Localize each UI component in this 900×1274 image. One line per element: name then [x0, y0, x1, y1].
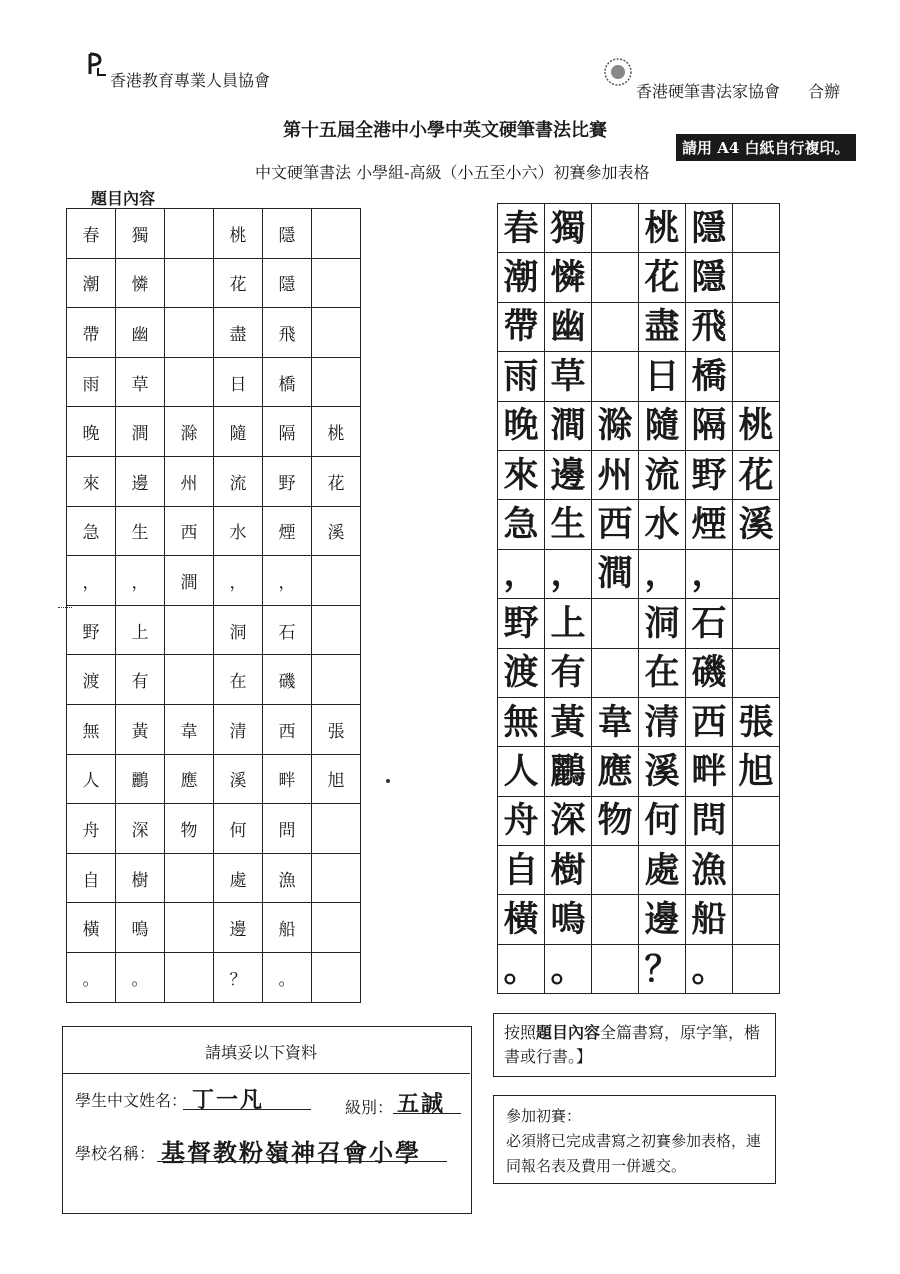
- writing-cell: 飛: [686, 302, 733, 351]
- association-logo: [86, 52, 108, 82]
- topic-cell: 桃: [214, 209, 263, 259]
- topic-cell: 橫: [67, 903, 116, 953]
- writing-cell: ，: [498, 549, 545, 598]
- writing-row: [498, 401, 780, 450]
- topic-row: [67, 853, 361, 903]
- topic-cell: 水: [214, 506, 263, 556]
- writing-cell: [592, 895, 639, 944]
- topic-cell: 船: [263, 903, 312, 953]
- topic-row: [67, 407, 361, 457]
- writing-cell: 清: [639, 697, 686, 746]
- writing-cell: [733, 796, 780, 845]
- topic-cell: ，: [214, 556, 263, 606]
- topic-row: [67, 655, 361, 705]
- topic-cell: 澗: [165, 556, 214, 606]
- writing-cell: 應: [592, 747, 639, 796]
- writing-cell: 問: [686, 796, 733, 845]
- topic-cell: 在: [214, 655, 263, 705]
- writing-cell: 漁: [686, 846, 733, 895]
- instruction-prefix: 按照: [504, 1023, 537, 1042]
- topic-cell: [165, 903, 214, 953]
- topic-cell: ，: [116, 556, 165, 606]
- class-label: 級別：: [345, 1098, 394, 1117]
- topic-cell: ？: [214, 952, 263, 1002]
- topic-cell: [165, 605, 214, 655]
- topic-cell: 樹: [116, 853, 165, 903]
- writing-cell: 在: [639, 648, 686, 697]
- writing-cell: 深: [545, 796, 592, 845]
- topic-cell: 溪: [312, 506, 361, 556]
- topic-cell: 花: [214, 258, 263, 308]
- writing-cell: [592, 648, 639, 697]
- org-left: 香港教育專業人員協會: [110, 71, 271, 90]
- writing-row: [498, 846, 780, 895]
- writing-cell: 州: [592, 450, 639, 499]
- writing-row: [498, 204, 780, 253]
- writing-cell: 溪: [733, 500, 780, 549]
- topic-cell: [165, 853, 214, 903]
- writing-row: [498, 895, 780, 944]
- writing-cell: 盡: [639, 302, 686, 351]
- topic-cell: 自: [67, 853, 116, 903]
- writing-cell: [733, 895, 780, 944]
- submission-text: 必須將已完成書寫之初賽參加表格，連同報名表及費用一併遞交。: [506, 1132, 762, 1175]
- writing-cell: 澗: [545, 401, 592, 450]
- school-value[interactable]: 基督教粉嶺神召會小學: [161, 1138, 421, 1167]
- topic-cell: ，: [263, 556, 312, 606]
- topic-cell: 隱: [263, 258, 312, 308]
- writing-cell: 憐: [545, 253, 592, 302]
- association-seal-icon: [602, 56, 634, 92]
- writing-cell: 桃: [733, 401, 780, 450]
- writing-cell: 水: [639, 500, 686, 549]
- writing-row: [498, 450, 780, 499]
- topic-cell: 畔: [263, 754, 312, 804]
- writing-cell: 處: [639, 846, 686, 895]
- topic-cell: 邊: [214, 903, 263, 953]
- writing-cell: 晚: [498, 401, 545, 450]
- topic-cell: 盡: [214, 308, 263, 358]
- topic-cell: [312, 903, 361, 953]
- topic-row: [67, 209, 361, 259]
- writing-cell: 何: [639, 796, 686, 845]
- writing-cell: [733, 549, 780, 598]
- writing-cell: ，: [686, 549, 733, 598]
- topic-cell: 雨: [67, 357, 116, 407]
- topic-cell: 上: [116, 605, 165, 655]
- topic-cell: 渡: [67, 655, 116, 705]
- writing-cell: 澗: [592, 549, 639, 598]
- writing-cell: 人: [498, 747, 545, 796]
- writing-cell: 韋: [592, 697, 639, 746]
- topic-row: [67, 903, 361, 953]
- topic-cell: 物: [165, 804, 214, 854]
- writing-cell: 獨: [545, 204, 592, 253]
- writing-cell: ？: [639, 944, 686, 993]
- name-value[interactable]: 丁一凡: [192, 1087, 265, 1113]
- writing-cell: 幽: [545, 302, 592, 351]
- writing-cell: [733, 204, 780, 253]
- writing-cell: 。: [545, 944, 592, 993]
- instruction-box: [493, 1013, 776, 1077]
- topic-cell: 隔: [263, 407, 312, 457]
- topic-row: [67, 456, 361, 506]
- topic-cell: 人: [67, 754, 116, 804]
- writing-cell: 畔: [686, 747, 733, 796]
- co-organize: 合辦: [808, 82, 841, 101]
- writing-row: [498, 599, 780, 648]
- writing-cell: [733, 352, 780, 401]
- topic-row: [67, 754, 361, 804]
- topic-cell: 生: [116, 506, 165, 556]
- topic-row: [67, 308, 361, 358]
- writing-cell: 自: [498, 846, 545, 895]
- writing-row: [498, 302, 780, 351]
- writing-cell: 雨: [498, 352, 545, 401]
- writing-grid: [497, 203, 780, 994]
- topic-cell: [165, 952, 214, 1002]
- topic-cell: 憐: [116, 258, 165, 308]
- writing-cell: 鳴: [545, 895, 592, 944]
- topic-cell: [165, 655, 214, 705]
- topic-cell: 清: [214, 704, 263, 754]
- topic-cell: 來: [67, 456, 116, 506]
- writing-cell: 船: [686, 895, 733, 944]
- writing-cell: 花: [639, 253, 686, 302]
- topic-cell: ，: [67, 556, 116, 606]
- topic-row: [67, 556, 361, 606]
- topic-cell: [312, 655, 361, 705]
- writing-row: [498, 253, 780, 302]
- topic-cell: 黃: [116, 704, 165, 754]
- page-title: 第十五屆全港中小學中英文硬筆書法比賽: [283, 120, 607, 141]
- writing-cell: 草: [545, 352, 592, 401]
- writing-cell: [592, 302, 639, 351]
- topic-cell: 張: [312, 704, 361, 754]
- topic-cell: 急: [67, 506, 116, 556]
- name-underline: [183, 1109, 311, 1110]
- form-heading: 請填妥以下資料: [205, 1043, 318, 1062]
- writing-cell: 滁: [592, 401, 639, 450]
- writing-cell: 渡: [498, 648, 545, 697]
- topic-cell: 幽: [116, 308, 165, 358]
- topic-cell: 日: [214, 357, 263, 407]
- topic-row: [67, 258, 361, 308]
- topic-row: [67, 605, 361, 655]
- topic-cell: 深: [116, 804, 165, 854]
- writing-cell: [592, 204, 639, 253]
- stray-dot: [386, 779, 390, 783]
- submission-box: [493, 1095, 776, 1184]
- topic-cell: 無: [67, 704, 116, 754]
- topic-cell: 旭: [312, 754, 361, 804]
- class-underline: [393, 1113, 461, 1114]
- topic-cell: 澗: [116, 407, 165, 457]
- topic-cell: 草: [116, 357, 165, 407]
- topic-cell: 應: [165, 754, 214, 804]
- topic-cell: 流: [214, 456, 263, 506]
- writing-cell: 張: [733, 697, 780, 746]
- topic-cell: 有: [116, 655, 165, 705]
- instruction-keyword: 題目內容: [536, 1023, 601, 1042]
- topic-cell: 野: [263, 456, 312, 506]
- writing-row: [498, 352, 780, 401]
- writing-cell: 隔: [686, 401, 733, 450]
- writing-cell: 橫: [498, 895, 545, 944]
- stray-mark: [58, 607, 72, 609]
- writing-row: [498, 500, 780, 549]
- writing-cell: [733, 648, 780, 697]
- writing-cell: ，: [639, 549, 686, 598]
- topic-label: 題目內容: [91, 189, 156, 208]
- writing-cell: 來: [498, 450, 545, 499]
- writing-cell: 桃: [639, 204, 686, 253]
- topic-cell: [165, 209, 214, 259]
- school-underline: [157, 1161, 447, 1162]
- writing-cell: [592, 352, 639, 401]
- topic-cell: 漁: [263, 853, 312, 903]
- writing-cell: 磯: [686, 648, 733, 697]
- writing-cell: 舟: [498, 796, 545, 845]
- writing-cell: [592, 599, 639, 648]
- topic-cell: 潮: [67, 258, 116, 308]
- topic-cell: 。: [263, 952, 312, 1002]
- topic-cell: 舟: [67, 804, 116, 854]
- topic-cell: 鸝: [116, 754, 165, 804]
- writing-cell: 隨: [639, 401, 686, 450]
- writing-cell: 橋: [686, 352, 733, 401]
- writing-cell: 潮: [498, 253, 545, 302]
- student-info-box: [62, 1026, 472, 1214]
- writing-cell: 石: [686, 599, 733, 648]
- topic-cell: 花: [312, 456, 361, 506]
- photocopy-notice: 請用 A4 白紙自行複印。: [676, 134, 856, 161]
- org-right: 香港硬筆書法家協會: [636, 82, 781, 101]
- topic-cell: 隱: [263, 209, 312, 259]
- topic-cell: [165, 357, 214, 407]
- writing-cell: 野: [498, 599, 545, 648]
- topic-cell: 處: [214, 853, 263, 903]
- writing-row: [498, 944, 780, 993]
- topic-cell: 西: [165, 506, 214, 556]
- topic-cell: 韋: [165, 704, 214, 754]
- writing-cell: [733, 944, 780, 993]
- writing-cell: 旭: [733, 747, 780, 796]
- topic-cell: [312, 804, 361, 854]
- writing-cell: 樹: [545, 846, 592, 895]
- topic-cell: 問: [263, 804, 312, 854]
- writing-cell: 急: [498, 500, 545, 549]
- writing-cell: [592, 846, 639, 895]
- topic-cell: 何: [214, 804, 263, 854]
- class-value[interactable]: 五誠: [397, 1091, 446, 1117]
- topic-cell: [312, 605, 361, 655]
- writing-cell: ，: [545, 549, 592, 598]
- topic-cell: 飛: [263, 308, 312, 358]
- writing-cell: 無: [498, 697, 545, 746]
- topic-cell: 西: [263, 704, 312, 754]
- writing-cell: 黃: [545, 697, 592, 746]
- name-label: 學生中文姓名：: [75, 1091, 188, 1110]
- writing-cell: 邊: [639, 895, 686, 944]
- form-divider: [63, 1073, 470, 1074]
- topic-cell: [312, 357, 361, 407]
- school-label: 學校名稱：: [75, 1144, 156, 1163]
- writing-cell: 生: [545, 500, 592, 549]
- topic-cell: 。: [67, 952, 116, 1002]
- writing-cell: 。: [498, 944, 545, 993]
- page-subtitle: 中文硬筆書法 小學組-高級（小五至小六）初賽參加表格: [255, 163, 650, 182]
- writing-cell: [733, 599, 780, 648]
- writing-cell: 西: [686, 697, 733, 746]
- topic-cell: [312, 308, 361, 358]
- topic-cell: 磯: [263, 655, 312, 705]
- writing-cell: 有: [545, 648, 592, 697]
- writing-cell: 溪: [639, 747, 686, 796]
- topic-cell: [312, 209, 361, 259]
- writing-cell: 西: [592, 500, 639, 549]
- topic-cell: 帶: [67, 308, 116, 358]
- writing-row: [498, 697, 780, 746]
- writing-row: [498, 796, 780, 845]
- topic-cell: 隨: [214, 407, 263, 457]
- topic-row: [67, 704, 361, 754]
- topic-cell: 鳴: [116, 903, 165, 953]
- topic-cell: 洞: [214, 605, 263, 655]
- writing-cell: 春: [498, 204, 545, 253]
- writing-cell: 野: [686, 450, 733, 499]
- writing-cell: 。: [686, 944, 733, 993]
- topic-cell: 州: [165, 456, 214, 506]
- topic-cell: 。: [116, 952, 165, 1002]
- topic-cell: 石: [263, 605, 312, 655]
- topic-cell: 溪: [214, 754, 263, 804]
- topic-cell: 邊: [116, 456, 165, 506]
- topic-cell: 煙: [263, 506, 312, 556]
- writing-cell: 邊: [545, 450, 592, 499]
- writing-cell: 洞: [639, 599, 686, 648]
- topic-cell: 獨: [116, 209, 165, 259]
- topic-cell: 桃: [312, 407, 361, 457]
- topic-cell: 滁: [165, 407, 214, 457]
- topic-row: [67, 506, 361, 556]
- writing-row: [498, 549, 780, 598]
- topic-cell: [165, 308, 214, 358]
- writing-cell: 上: [545, 599, 592, 648]
- writing-cell: 鸝: [545, 747, 592, 796]
- topic-cell: [165, 258, 214, 308]
- writing-row: [498, 747, 780, 796]
- writing-cell: [592, 253, 639, 302]
- writing-cell: 物: [592, 796, 639, 845]
- topic-cell: [312, 556, 361, 606]
- writing-cell: 流: [639, 450, 686, 499]
- writing-cell: [733, 253, 780, 302]
- topic-row: [67, 952, 361, 1002]
- topic-row: [67, 357, 361, 407]
- topic-cell: [312, 853, 361, 903]
- writing-row: [498, 648, 780, 697]
- topic-cell: 橋: [263, 357, 312, 407]
- writing-cell: [733, 302, 780, 351]
- instruction-suffix: 全篇書寫，原字筆，楷書或行書。】: [504, 1023, 761, 1066]
- topic-row: [67, 804, 361, 854]
- writing-cell: 隱: [686, 253, 733, 302]
- writing-cell: 帶: [498, 302, 545, 351]
- writing-cell: 花: [733, 450, 780, 499]
- writing-cell: [592, 944, 639, 993]
- submission-heading: 參加初賽：: [506, 1107, 582, 1125]
- topic-grid: [66, 208, 361, 1003]
- topic-cell: [312, 952, 361, 1002]
- writing-cell: 隱: [686, 204, 733, 253]
- topic-cell: 春: [67, 209, 116, 259]
- writing-cell: 日: [639, 352, 686, 401]
- topic-cell: 晚: [67, 407, 116, 457]
- writing-cell: [733, 846, 780, 895]
- writing-cell: 煙: [686, 500, 733, 549]
- topic-cell: [312, 258, 361, 308]
- topic-cell: 野: [67, 605, 116, 655]
